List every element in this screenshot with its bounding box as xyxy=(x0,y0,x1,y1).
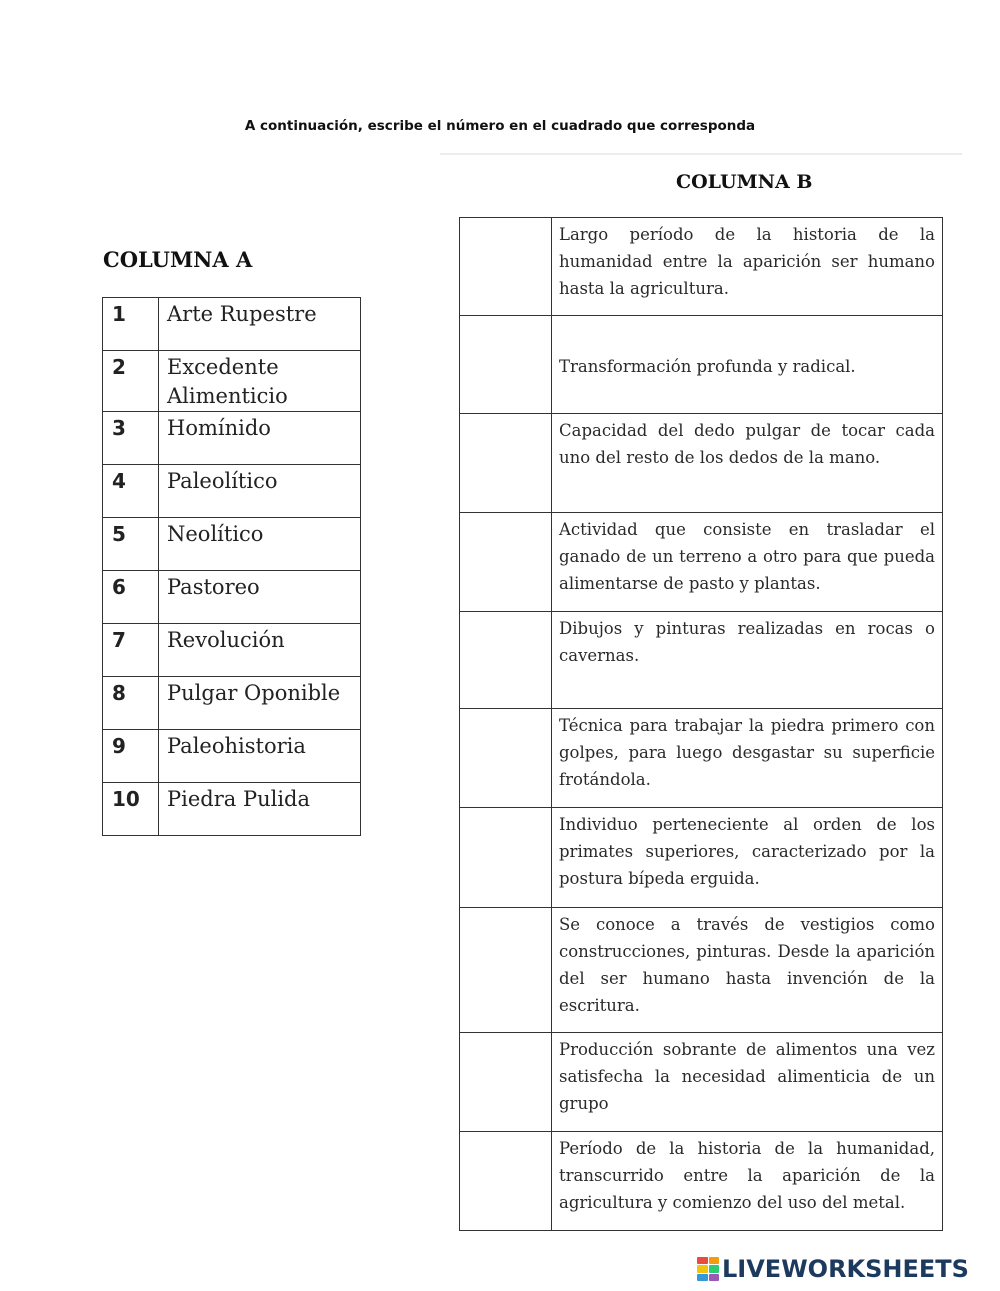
table-row xyxy=(460,1033,943,1132)
definition-text: Individuo perteneciente al orden de los primates superiores, caracterizado por la postura bípeda erguida. xyxy=(552,808,943,908)
definition-text: Período de la historia de la humanidad, transcurrido entre la aparición de la agricultura y comienzo del uso del metal. xyxy=(552,1132,943,1231)
table-row xyxy=(460,513,943,612)
logo-square xyxy=(709,1274,720,1281)
logo-text: LIVEWORKSHEETS xyxy=(722,1255,969,1283)
definition-text: Actividad que consiste en trasladar el ganado de un terreno a otro para que pueda alimentarse de pasto y plantas. xyxy=(552,513,943,612)
term-number: 6 xyxy=(103,571,159,624)
column-a-table xyxy=(102,297,361,836)
instruction-text: A continuación, escribe el número en el cuadrado que corresponda xyxy=(244,118,756,134)
term-number: 4 xyxy=(103,465,159,518)
table-row xyxy=(460,218,943,316)
table-row xyxy=(103,783,361,836)
definition-text: Transformación profunda y radical. xyxy=(552,316,943,414)
table-row xyxy=(103,518,361,571)
table-row xyxy=(103,624,361,677)
definition-text: Capacidad del dedo pulgar de tocar cada uno del resto de los dedos de la mano. xyxy=(552,414,943,513)
term-label: Homínido xyxy=(159,412,361,465)
term-label: Paleolítico xyxy=(159,465,361,518)
table-row xyxy=(103,465,361,518)
logo-square xyxy=(697,1265,708,1272)
table-row xyxy=(460,709,943,808)
table-row xyxy=(103,677,361,730)
table-row xyxy=(103,571,361,624)
term-label: Pulgar Oponible xyxy=(159,677,361,730)
term-label: Arte Rupestre xyxy=(159,298,361,351)
definition-text: Largo período de la historia de la humanidad entre la aparición ser humano hasta la agricultura. xyxy=(552,218,943,316)
term-label: Revolución xyxy=(159,624,361,677)
logo-square xyxy=(709,1257,720,1264)
table-row xyxy=(103,412,361,465)
term-label: Paleohistoria xyxy=(159,730,361,783)
table-row xyxy=(460,808,943,908)
table-row xyxy=(460,1132,943,1231)
term-number: 7 xyxy=(103,624,159,677)
table-row xyxy=(460,612,943,709)
table-row xyxy=(103,298,361,351)
term-label: Excedente Alimenticio xyxy=(159,351,361,412)
definition-text: Técnica para trabajar la piedra primero con golpes, para luego desgastar su superficie frotándola. xyxy=(552,709,943,808)
term-number: 10 xyxy=(103,783,159,836)
logo-square xyxy=(697,1274,708,1281)
table-row xyxy=(103,351,361,412)
definition-text: Se conoce a través de vestigios como construcciones, pinturas. Desde la aparición del ser humano hasta invención de la escritura. xyxy=(552,908,943,1033)
logo-square xyxy=(709,1265,720,1272)
liveworksheets-logo xyxy=(697,1255,969,1283)
definition-text: Dibujos y pinturas realizadas en rocas o cavernas. xyxy=(552,612,943,709)
term-number: 2 xyxy=(103,351,159,412)
liveworksheets-logo-icon xyxy=(697,1257,719,1281)
column-b-table xyxy=(459,217,943,1231)
table-row xyxy=(460,908,943,1033)
definition-text: Producción sobrante de alimentos una vez satisfecha la necesidad alimenticia de un grupo xyxy=(552,1033,943,1132)
term-number: 8 xyxy=(103,677,159,730)
logo-square xyxy=(697,1257,708,1264)
column-a-heading: COLUMNA A xyxy=(103,247,253,272)
table-row xyxy=(103,730,361,783)
table-row xyxy=(460,414,943,513)
term-label: Pastoreo xyxy=(159,571,361,624)
scan-divider xyxy=(440,153,962,155)
term-number: 9 xyxy=(103,730,159,783)
term-label: Neolítico xyxy=(159,518,361,571)
term-number: 3 xyxy=(103,412,159,465)
term-number: 1 xyxy=(103,298,159,351)
term-number: 5 xyxy=(103,518,159,571)
term-label: Piedra Pulida xyxy=(159,783,361,836)
table-row xyxy=(460,316,943,414)
column-b-heading: COLUMNA B xyxy=(676,171,813,193)
